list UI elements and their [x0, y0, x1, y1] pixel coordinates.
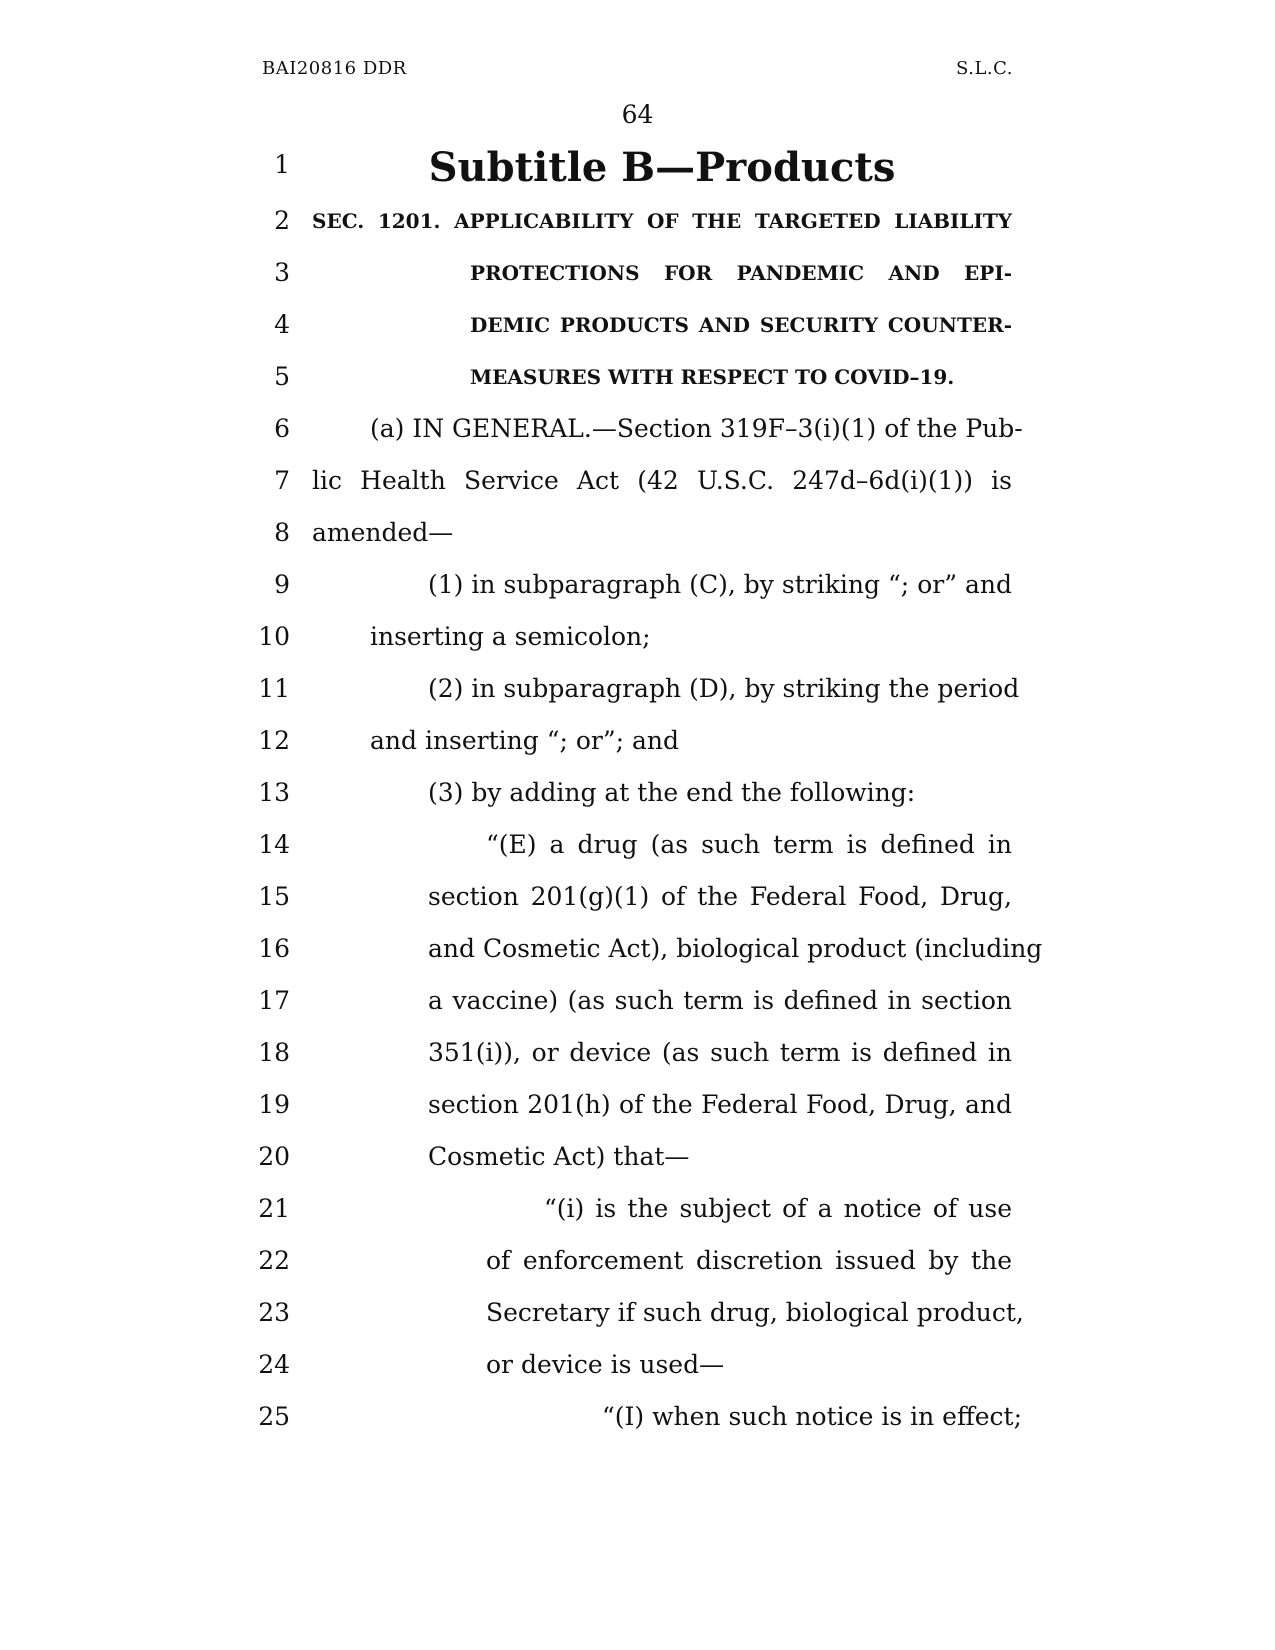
line-number: 25	[258, 1402, 290, 1431]
line-number: 17	[258, 986, 290, 1015]
body-text: or device is used—	[486, 1350, 725, 1379]
line-8	[0, 506, 1275, 560]
line-number: 10	[258, 622, 290, 651]
line-number: 21	[258, 1194, 290, 1223]
line-number: 19	[258, 1090, 290, 1119]
body-text: 351(i)), or device (as such term is defined in	[428, 1038, 1012, 1067]
line-number: 23	[258, 1298, 290, 1327]
line-24	[0, 1338, 1275, 1392]
line-13	[0, 766, 1275, 820]
paragraph-3-text: (3) by adding at the end the following:	[428, 778, 916, 807]
line-number: 18	[258, 1038, 290, 1067]
line-12	[0, 714, 1275, 768]
running-header-left: BAI20816 DDR	[262, 58, 407, 79]
line-number: 14	[258, 830, 290, 859]
line-number: 16	[258, 934, 290, 963]
line-number: 4	[274, 310, 290, 339]
body-text: section 201(h) of the Federal Food, Drug, and	[428, 1090, 1012, 1119]
body-text: a vaccine) (as such term is defined in section	[428, 986, 1012, 1015]
body-text: of enforcement discretion issued by the	[486, 1246, 1012, 1275]
line-10	[0, 610, 1275, 664]
line-2	[0, 194, 1275, 248]
line-11	[0, 662, 1275, 716]
section-heading-cont: MEASURES WITH RESPECT TO COVID–19.	[470, 365, 955, 389]
body-text: lic Health Service Act (42 U.S.C. 247d–6d(i)(1)) is	[312, 466, 1012, 495]
line-number: 8	[274, 518, 290, 547]
line-7	[0, 454, 1275, 508]
section-heading: SEC. 1201. APPLICABILITY OF THE TARGETED LIABILITY	[312, 209, 1012, 233]
line-23	[0, 1286, 1275, 1340]
line-number: 6	[274, 414, 290, 443]
line-1	[0, 138, 1275, 192]
line-number: 5	[274, 362, 290, 391]
body-text: Secretary if such drug, biological product,	[486, 1298, 1024, 1327]
section-heading-cont: PROTECTIONS FOR PANDEMIC AND EPI-	[470, 261, 1012, 285]
line-18	[0, 1026, 1275, 1080]
paragraph-2-text: (2) in subparagraph (D), by striking the period	[428, 674, 1020, 703]
body-text: section 201(g)(1) of the Federal Food, Drug,	[428, 882, 1012, 911]
line-number: 11	[258, 674, 290, 703]
line-15	[0, 870, 1275, 924]
clause-i-text: “(i) is the subject of a notice of use	[544, 1194, 1012, 1223]
subclause-I-text: “(I) when such notice is in effect;	[602, 1402, 1023, 1431]
subparagraph-e-text: “(E) a drug (as such term is defined in	[486, 830, 1012, 859]
line-number: 9	[274, 570, 290, 599]
line-number: 7	[274, 466, 290, 495]
line-number: 13	[258, 778, 290, 807]
line-9	[0, 558, 1275, 612]
line-20	[0, 1130, 1275, 1184]
body-text: amended—	[312, 518, 454, 547]
line-number: 22	[258, 1246, 290, 1275]
line-number: 3	[274, 258, 290, 287]
line-6	[0, 402, 1275, 456]
line-17	[0, 974, 1275, 1028]
line-number: 20	[258, 1142, 290, 1171]
line-16	[0, 922, 1275, 976]
line-number: 12	[258, 726, 290, 755]
subtitle-heading: Subtitle B—Products	[428, 144, 896, 191]
line-3	[0, 246, 1275, 300]
line-number: 24	[258, 1350, 290, 1379]
body-text: and inserting “; or”; and	[370, 726, 680, 755]
subsection-a-text: (a) IN GENERAL.—Section 319F–3(i)(1) of the Pub-	[370, 414, 1023, 443]
body-text: Cosmetic Act) that—	[428, 1142, 690, 1171]
line-22	[0, 1234, 1275, 1288]
section-heading-cont: DEMIC PRODUCTS AND SECURITY COUNTER-	[470, 313, 1012, 337]
paragraph-1-text: (1) in subparagraph (C), by striking “; or” and	[428, 570, 1012, 599]
body-text: and Cosmetic Act), biological product (including	[428, 934, 1043, 963]
line-4	[0, 298, 1275, 352]
body-text: inserting a semicolon;	[370, 622, 651, 651]
line-14	[0, 818, 1275, 872]
line-number: 1	[274, 150, 290, 179]
page-number: 64	[621, 100, 654, 129]
line-number: 2	[274, 206, 290, 235]
line-25	[0, 1390, 1275, 1444]
line-5	[0, 350, 1275, 404]
line-number: 15	[258, 882, 290, 911]
line-19	[0, 1078, 1275, 1132]
line-21	[0, 1182, 1275, 1236]
running-header-right: S.L.C.	[956, 58, 1013, 79]
